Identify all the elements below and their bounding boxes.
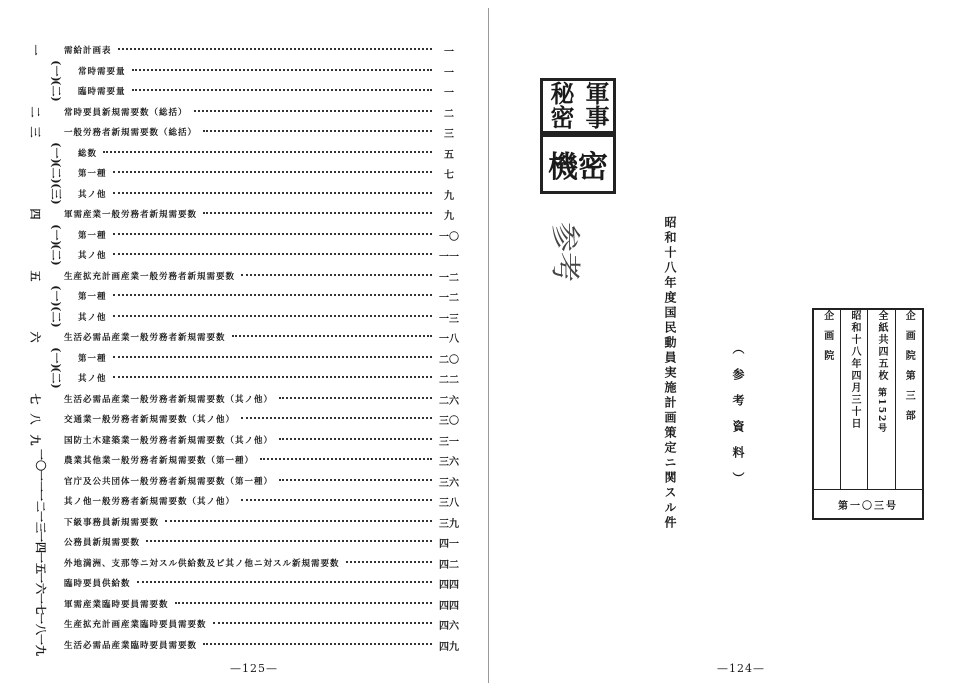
- page-number-left: —125—: [230, 662, 278, 675]
- left-page: [0, 0, 488, 691]
- toc-number: 二: [28, 106, 42, 117]
- toc-number: 一: [28, 44, 42, 56]
- toc-leader: [103, 151, 432, 153]
- toc-leader: [203, 643, 432, 645]
- toc-number: (一): [49, 59, 63, 82]
- toc-leader: [113, 294, 432, 296]
- toc-page-number: 一: [444, 47, 454, 58]
- toc-leader: [241, 274, 432, 276]
- toc-title: 生産拡充計画産業臨時要員需要数: [64, 620, 207, 630]
- toc-leader: [279, 479, 432, 481]
- toc-title: 生産拡充計画産業一般労務者新規需要数: [64, 271, 236, 282]
- toc-row: [0, 266, 488, 288]
- toc-title: 農業其他業一般労務者新規需要数（第一種）: [64, 456, 255, 466]
- toc-leader: [118, 48, 432, 50]
- toc-row: [0, 143, 488, 165]
- toc-page-number: 四一: [439, 539, 459, 550]
- toc-leader: [213, 622, 432, 624]
- toc-row: [0, 102, 488, 124]
- toc-page-number: 三六: [439, 457, 459, 468]
- toc-number: (二): [49, 367, 63, 389]
- toc-page-number: 三〇: [439, 416, 459, 427]
- toc-page-number: 一二: [439, 293, 459, 304]
- toc-title: 官庁及公共団体一般労務者新規需要数（第一種）: [64, 476, 274, 487]
- military-secret-stamp: 軍事秘密: [540, 78, 616, 134]
- toc-leader: [232, 335, 432, 337]
- toc-page-number: 七: [444, 170, 454, 181]
- toc-number: (二): [49, 305, 63, 328]
- toc-title: 公務員新規需要数: [64, 538, 141, 548]
- page-gutter: [488, 8, 489, 683]
- page-number-right: —124—: [717, 662, 765, 675]
- toc-number: (三): [49, 182, 63, 205]
- toc-row: [0, 122, 488, 144]
- toc-leader: [113, 315, 432, 317]
- toc-row: [0, 471, 488, 493]
- toc-page-number: 二二: [439, 375, 459, 386]
- toc-page-number: 一一: [439, 252, 459, 263]
- toc-number: 一一: [34, 469, 47, 492]
- toc-leader: [241, 499, 432, 501]
- toc-number: 一〇: [34, 449, 47, 471]
- toc-page-number: 二六: [439, 395, 459, 407]
- toc-row: [0, 245, 488, 267]
- info-code: 第一〇三号: [813, 490, 923, 519]
- toc-leader: [175, 602, 432, 604]
- toc-page-number: 四九: [439, 641, 459, 653]
- toc-leader: [113, 376, 432, 378]
- toc-title: 第一種: [78, 230, 107, 241]
- toc-row: [0, 61, 488, 83]
- toc-row: [0, 614, 488, 636]
- toc-title: 其ノ他一般労務者新規需要数（其ノ他）: [64, 497, 236, 507]
- toc-row: [0, 81, 488, 103]
- toc-row: [0, 368, 488, 390]
- toc-number: 一五: [34, 551, 47, 574]
- toc-row: [0, 491, 488, 513]
- toc-title: 軍需産業臨時要員需要数: [64, 599, 169, 610]
- toc-page-number: 一二: [439, 272, 459, 284]
- toc-leader: [132, 89, 432, 91]
- toc-title: 外地満洲、支那等ニ対スル供給数及ビ其ノ他ニ対スル新規需要数: [64, 558, 340, 569]
- toc-page-number: 一三: [439, 313, 459, 325]
- toc-leader: [203, 130, 432, 132]
- toc-page-number: 三八: [439, 498, 459, 509]
- toc-page-number: 一: [444, 67, 454, 79]
- toc-row: [0, 286, 488, 308]
- toc-row: [0, 450, 488, 472]
- toc-page-number: 三一: [439, 436, 459, 448]
- toc-leader: [137, 581, 432, 583]
- toc-number: 一六: [34, 572, 47, 594]
- toc-title: 第一種: [78, 292, 107, 302]
- reference-stamp: 参考: [547, 222, 582, 282]
- toc-row: [0, 327, 488, 349]
- toc-title: 其ノ他: [78, 374, 107, 384]
- toc-leader: [241, 417, 432, 419]
- toc-leader: [146, 540, 432, 542]
- toc-title: 第一種: [78, 169, 107, 179]
- toc-number: 一八: [34, 613, 47, 635]
- toc-page-number: 四六: [439, 621, 459, 632]
- toc-title: 其ノ他: [78, 251, 107, 261]
- toc-title: 総数: [78, 148, 98, 159]
- toc-page-number: 一八: [439, 334, 459, 345]
- toc-row: [0, 573, 488, 595]
- toc-page-number: 三: [444, 129, 454, 140]
- toc-number: 四: [28, 208, 42, 220]
- confidential-stamp: 機密: [540, 134, 616, 194]
- toc-number: 八: [28, 413, 42, 425]
- toc-title: 常時需要量: [78, 66, 126, 77]
- toc-title: 交通業一般労務者新規需要数（其ノ他）: [64, 415, 236, 425]
- toc-page-number: 四四: [439, 580, 459, 591]
- document-info-box: [812, 308, 924, 520]
- toc-page-number: 九: [444, 211, 454, 222]
- toc-page-number: 九: [444, 190, 454, 202]
- toc-number: 六: [28, 331, 42, 343]
- toc-row: [0, 409, 488, 431]
- toc-row: [0, 430, 488, 452]
- toc-row: [0, 348, 488, 370]
- toc-row: [0, 532, 488, 554]
- toc-page-number: 一: [444, 88, 454, 99]
- toc-number: (一): [49, 223, 63, 246]
- toc-row: [0, 307, 488, 329]
- toc-leader: [132, 69, 432, 71]
- toc-number: 三: [28, 126, 42, 138]
- toc-row: [0, 163, 488, 185]
- toc-leader: [113, 233, 432, 235]
- toc-row: [0, 184, 488, 206]
- toc-page-number: 三九: [439, 518, 459, 530]
- toc-leader: [279, 438, 432, 440]
- document-title: 昭和十八年度国民動員実施計画策定ニ関スル件: [663, 216, 677, 531]
- toc-leader: [113, 356, 432, 358]
- toc-page-number: 三六: [439, 477, 459, 489]
- toc-page-number: 五: [444, 149, 454, 161]
- toc-row: [0, 225, 488, 247]
- info-copies: [868, 309, 895, 490]
- toc-row: [0, 553, 488, 575]
- toc-row: [0, 389, 488, 411]
- toc-title: 一般労務者新規需要数（総括）: [64, 128, 198, 138]
- toc-leader: [279, 397, 432, 399]
- toc-number: 一九: [34, 633, 47, 656]
- info-date: 昭和十八年四月三十日: [841, 309, 868, 490]
- toc-title: 其ノ他: [78, 312, 107, 323]
- info-plan-label: 企画院: [813, 309, 841, 490]
- toc-title: 臨時要員供給数: [64, 579, 131, 589]
- toc-leader: [203, 212, 432, 214]
- toc-title: 第一種: [78, 353, 107, 364]
- toc-row: [0, 204, 488, 226]
- info-copies-text: 全紙共四五枚: [876, 310, 888, 382]
- toc-row: [0, 594, 488, 616]
- toc-row: [0, 40, 488, 62]
- toc-number: (一): [49, 141, 63, 164]
- toc-title: 需給計画表: [64, 46, 112, 56]
- toc-number: 一七: [34, 592, 47, 615]
- toc-number: 五: [28, 270, 42, 281]
- toc-page-number: 二: [444, 108, 454, 120]
- toc-page-number: 四二: [439, 559, 459, 571]
- toc-title: 軍需産業一般労務者新規需要数: [64, 210, 198, 220]
- toc-page-number: 四四: [439, 600, 459, 612]
- toc-leader: [260, 458, 432, 460]
- toc-page-number: 二〇: [439, 354, 459, 366]
- toc-leader: [346, 561, 432, 563]
- toc-number: 一二: [34, 490, 47, 512]
- toc-number: 一四: [34, 531, 47, 553]
- toc-leader: [113, 192, 432, 194]
- toc-row: [0, 635, 488, 657]
- toc-row: [0, 512, 488, 534]
- toc-number: (二): [49, 162, 63, 184]
- toc-number: 九: [28, 434, 42, 445]
- toc-number: (二): [49, 244, 63, 266]
- toc-number: (一): [49, 346, 63, 369]
- toc-leader: [113, 253, 432, 255]
- toc-title: 生活必需品産業一般労務者新規需要数: [64, 333, 226, 343]
- toc-title: 臨時需要量: [78, 87, 126, 97]
- toc-title: 国防土木建築業一般労務者新規需要数（其ノ他）: [64, 435, 274, 446]
- toc-number: 一三: [34, 510, 47, 533]
- info-issuer: 企画院第三部: [895, 309, 923, 490]
- info-copy-number: 第152号: [876, 387, 887, 435]
- toc-leader: [165, 520, 432, 522]
- toc-leader: [113, 171, 432, 173]
- toc-leader: [194, 110, 432, 112]
- toc-title: 下級事務員新規需要数: [64, 517, 160, 528]
- document-subtitle: （参考資料）: [731, 342, 745, 498]
- toc-title: 生活必需品産業臨時要員需要数: [64, 640, 198, 651]
- toc-title: 常時要員新規需要数（総括）: [64, 107, 188, 118]
- toc-title: 其ノ他: [78, 189, 107, 200]
- toc-number: (一): [49, 285, 63, 307]
- toc-number: (二): [49, 80, 63, 102]
- toc-title: 生活必需品産業一般労務者新規需要数（其ノ他）: [64, 394, 274, 405]
- toc-page-number: 一〇: [439, 231, 459, 243]
- toc-number: 七: [28, 393, 42, 404]
